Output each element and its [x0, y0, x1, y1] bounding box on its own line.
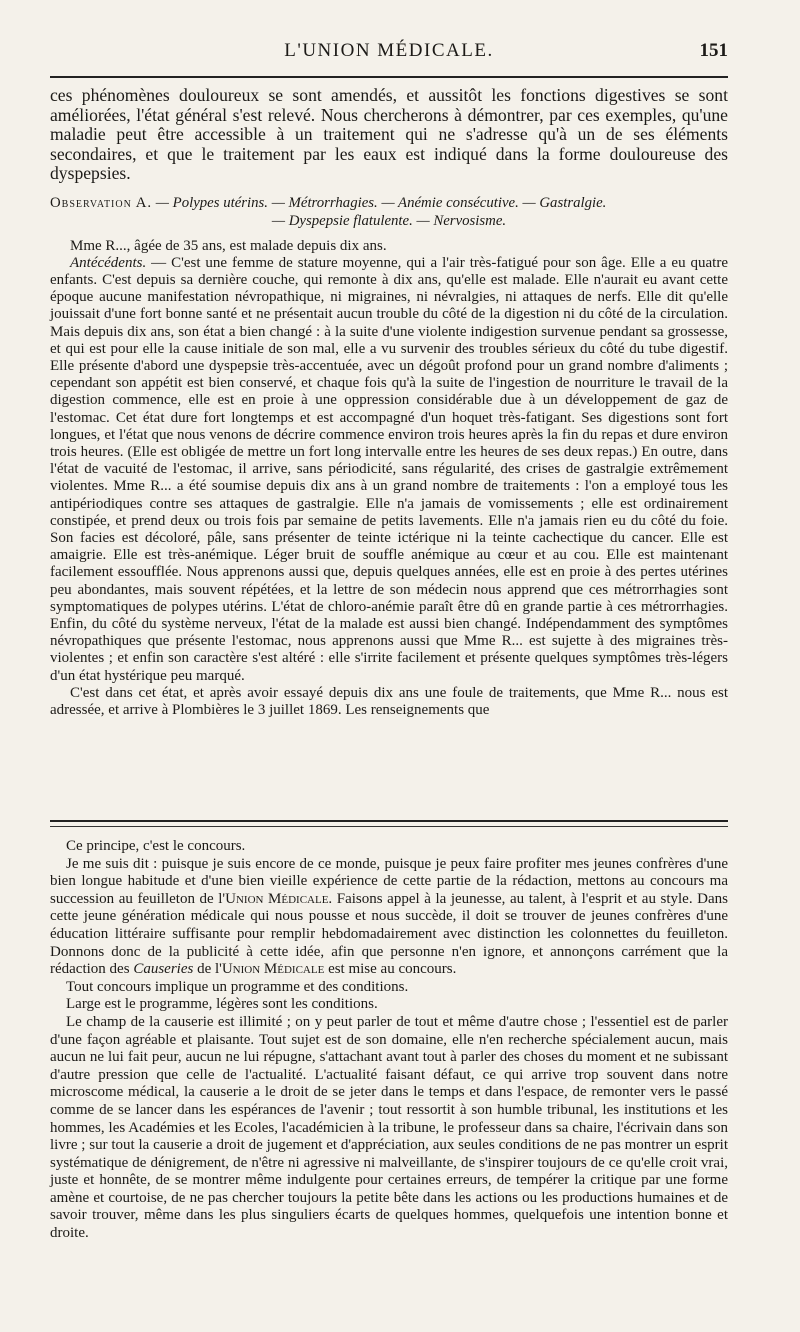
- feuilleton-paragraph-4: Large est le programme, légères sont les conditions.: [66, 996, 378, 1013]
- observation-label: Observation A.: [50, 194, 153, 211]
- p2-text-d: est mise au concours.: [324, 961, 457, 978]
- feuilleton-paragraph-1: Ce principe, c'est le concours.: [66, 838, 246, 854]
- p2-text-a: Je me suis dit : puisque je suis encore de ce monde, puisque je peux faire profiter mes jeunes confrères d'une bien longue habitude et d'une bien vieille expérience de cette partie de la rédaction, mettons au concours ma succession au feuilleton de l': [50, 855, 728, 907]
- feuilleton-paragraph-5: Le champ de la causerie est illimité ; on y peut parler de tout et même d'autre chose ; l'essentiel est de parler d'une façon agréable et plaisante. Tout sujet est de son domaine, elle n'en recherche spécialement aucun, mais aucun ne lui fait peur, aucun ne lui répugne, s'attachant avant tout à parler des choses du moment et ne subissant d'autre pression que celle de l'actualité. L'actualité faisant défaut, ce qui arrive trop souvent dans notre microscome médical, la causerie a le droit de se jeter dans le temps et dans l'espace, de remonter vers le passé comme de se lancer dans les espérances de l'avenir ; tout ressortit à son humble tribunal, les institutions et les hommes, les Académies et les Ecoles, l'académicien à la tribune, le professeur dans sa chaire, l'écrivain dans son livre ; sur tout la causerie a droit de jugement et d'appréciation, aux seules conditions de ne pas montrer un esprit systématique de dénigrement, de n'être ni agressive ni malveillante, de s'inspirer toujours de ce qu'elle croit vrai, juste et honnête, de se montrer même indulgente pour certaines erreurs, de tempérer la critique par une forme amène et courtoise, de ne pas chercher toujours la petite bête dans les actions ou les productions humaines et de savoir trouver, même dans les plus singuliers écarts de quelques hommes, quelquefois une intention bonne et droite.: [50, 1013, 728, 1242]
- header-rule: [50, 76, 728, 78]
- running-head: [50, 40, 728, 68]
- p2-text-c: de l': [193, 961, 222, 978]
- feuilleton-body: [50, 838, 728, 1243]
- antecedents-text: — C'est une femme de stature moyenne, qui a l'air très-fatigué pour son âge. Elle a eu quatre enfants. C'est depuis sa dernière couche, qui remonte à dix ans, qu'elle est malade. Elle n'aurait eu avant cette époque aucune manifestation névropathique, ni migraines, ni névralgies, ni attaques de nerfs. Elle dit qu'elle jouissait d'une fort bonne santé et ne présentait aucun trouble du côté de la digestion ni du côté de la circulation. Mais depuis dix ans, son état a bien changé : à la suite d'une violente indigestion survenue pendant sa grossesse, et qui est pour elle la cause initiale de son mal, elle a vu survenir des troubles sérieux du côté du tube digestif. Elle présente d'abord une dyspepsie très-accentuée, avec un dégoût profond pour un grand nombre d'aliments ; cependant son appétit est bien conservé, et chaque fois qu'à la suite de l'ingestion de nourriture le travail de la digestion commence, elle est en proie à une oppression considérable due à un développement de gaz de l'estomac. Cet état dure fort longtemps et est accompagné d'un hoquet très-fatigant. Ses digestions sont fort longues, et l'état que nous venons de décrire commence environ trois heures après la fin du repas et dure environ trois heures. (Elle est obligée de mettre un fort long intervalle entre les heures de ses deux repas.) En outre, dans l'état de vacuité de l'estomac, il arrive, sans périodicité, sans régularité, des crises de gastralgie extrêmement violentes. Mme R... a été soumise depuis dix ans à un grand nombre de traitements : l'on a employé tous les antipériodiques contre ses attaques de gastralgie. Elle n'a jamais de vomissements ; elle est ordinairement constipée, et prend deux ou trois fois par semaine de petits lavements. Elle n'a jamais rien eu du côté du foie. Son facies est décoloré, pâle, sans présenter de teinte ictérique ni la teinte cachectique du cancer. Elle est amaigrie. Elle est très-anémique. Léger bruit de souffle anémique au cœur et au cou. Elle est maintenant facilement essoufflée. Nous apprenons aussi que, depuis quelques années, elle est en proie à des pertes utérines peu abondantes, mais souvent répétées, et la lettre de son médecin nous apprend que ces métrorrhagies sont symptomatiques de polypes utérins. L'état de chloro-anémie paraît être dû en grande partie à ces métrorrhagies. Enfin, du côté du système nerveux, l'état de la malade est aussi bien changé. Indépendamment des symptômes névropathiques que présente l'estomac, nous apprenons aussi que Mme R... est sujette à des migraines très-violentes ; et enfin son caractère s'est altéré : elle s'irrite facilement et présente quelques symptômes très-légers d'un état hystérique peu marqué.: [50, 254, 728, 684]
- observation-heading: [50, 194, 728, 230]
- page-number: 151: [699, 40, 728, 61]
- feuilleton-separator-thick: [50, 820, 728, 822]
- observation-tags-2: — Dyspepsie flatulente. — Nervosisme.: [271, 212, 507, 229]
- lead-paragraph: ces phénomènes douloureux se sont amendés, et aussitôt les fonctions digestives se sont améliorées, l'état général s'est relevé. Nous chercherons à démontrer, par ces exemples, qu'une maladie peut être accessible à un traitement qui ne s'adresse qu'à un de ses éléments secondaires, et que le traitement par les eaux est indiqué dans la forme douloureuse des dyspepsies.: [50, 85, 728, 183]
- antecedents-label: Antécédents.: [70, 254, 147, 271]
- causeries-title: Causeries: [133, 961, 194, 978]
- union-medicale-name-2: Union Médicale: [221, 961, 325, 978]
- p2-text-b: . Faisons appel à la jeunesse, au talent, à l'esprit et au style. Dans cette jeune génération médicale qui nous pousse et nous succède, il doit se trouver de jeunes confrères d'une éducation littéraire suffisante pour remplir hebdomadairement avec distinction les colonnettes du feuilleton. Donnons donc de la publicité à cette idée, afin que personne n'en ignore, et annonçons carrément que la rédaction des: [50, 890, 728, 978]
- antecedents-paragraph: [50, 255, 728, 685]
- patient-line: Mme R..., âgée de 35 ans, est malade depuis dix ans.: [70, 237, 387, 254]
- closing-paragraph: C'est dans cet état, et après avoir essayé depuis dix ans une foule de traitements, que Mme R... nous est adressée, et arrive à Plombières le 3 juillet 1869. Les renseignements que: [50, 684, 728, 718]
- observation-tags-1: — Polypes utérins. — Métrorrhagies. — Anémie consécutive. — Gastralgie.: [155, 194, 607, 211]
- journal-title: L'UNION MÉDICALE.: [284, 40, 494, 61]
- article-body: [50, 86, 728, 719]
- feuilleton-separator-thin: [50, 826, 728, 827]
- union-medicale-name: Union Médicale: [225, 890, 329, 907]
- feuilleton-paragraph-2: [50, 856, 728, 979]
- feuilleton-paragraph-3: Tout concours implique un programme et des conditions.: [66, 978, 409, 995]
